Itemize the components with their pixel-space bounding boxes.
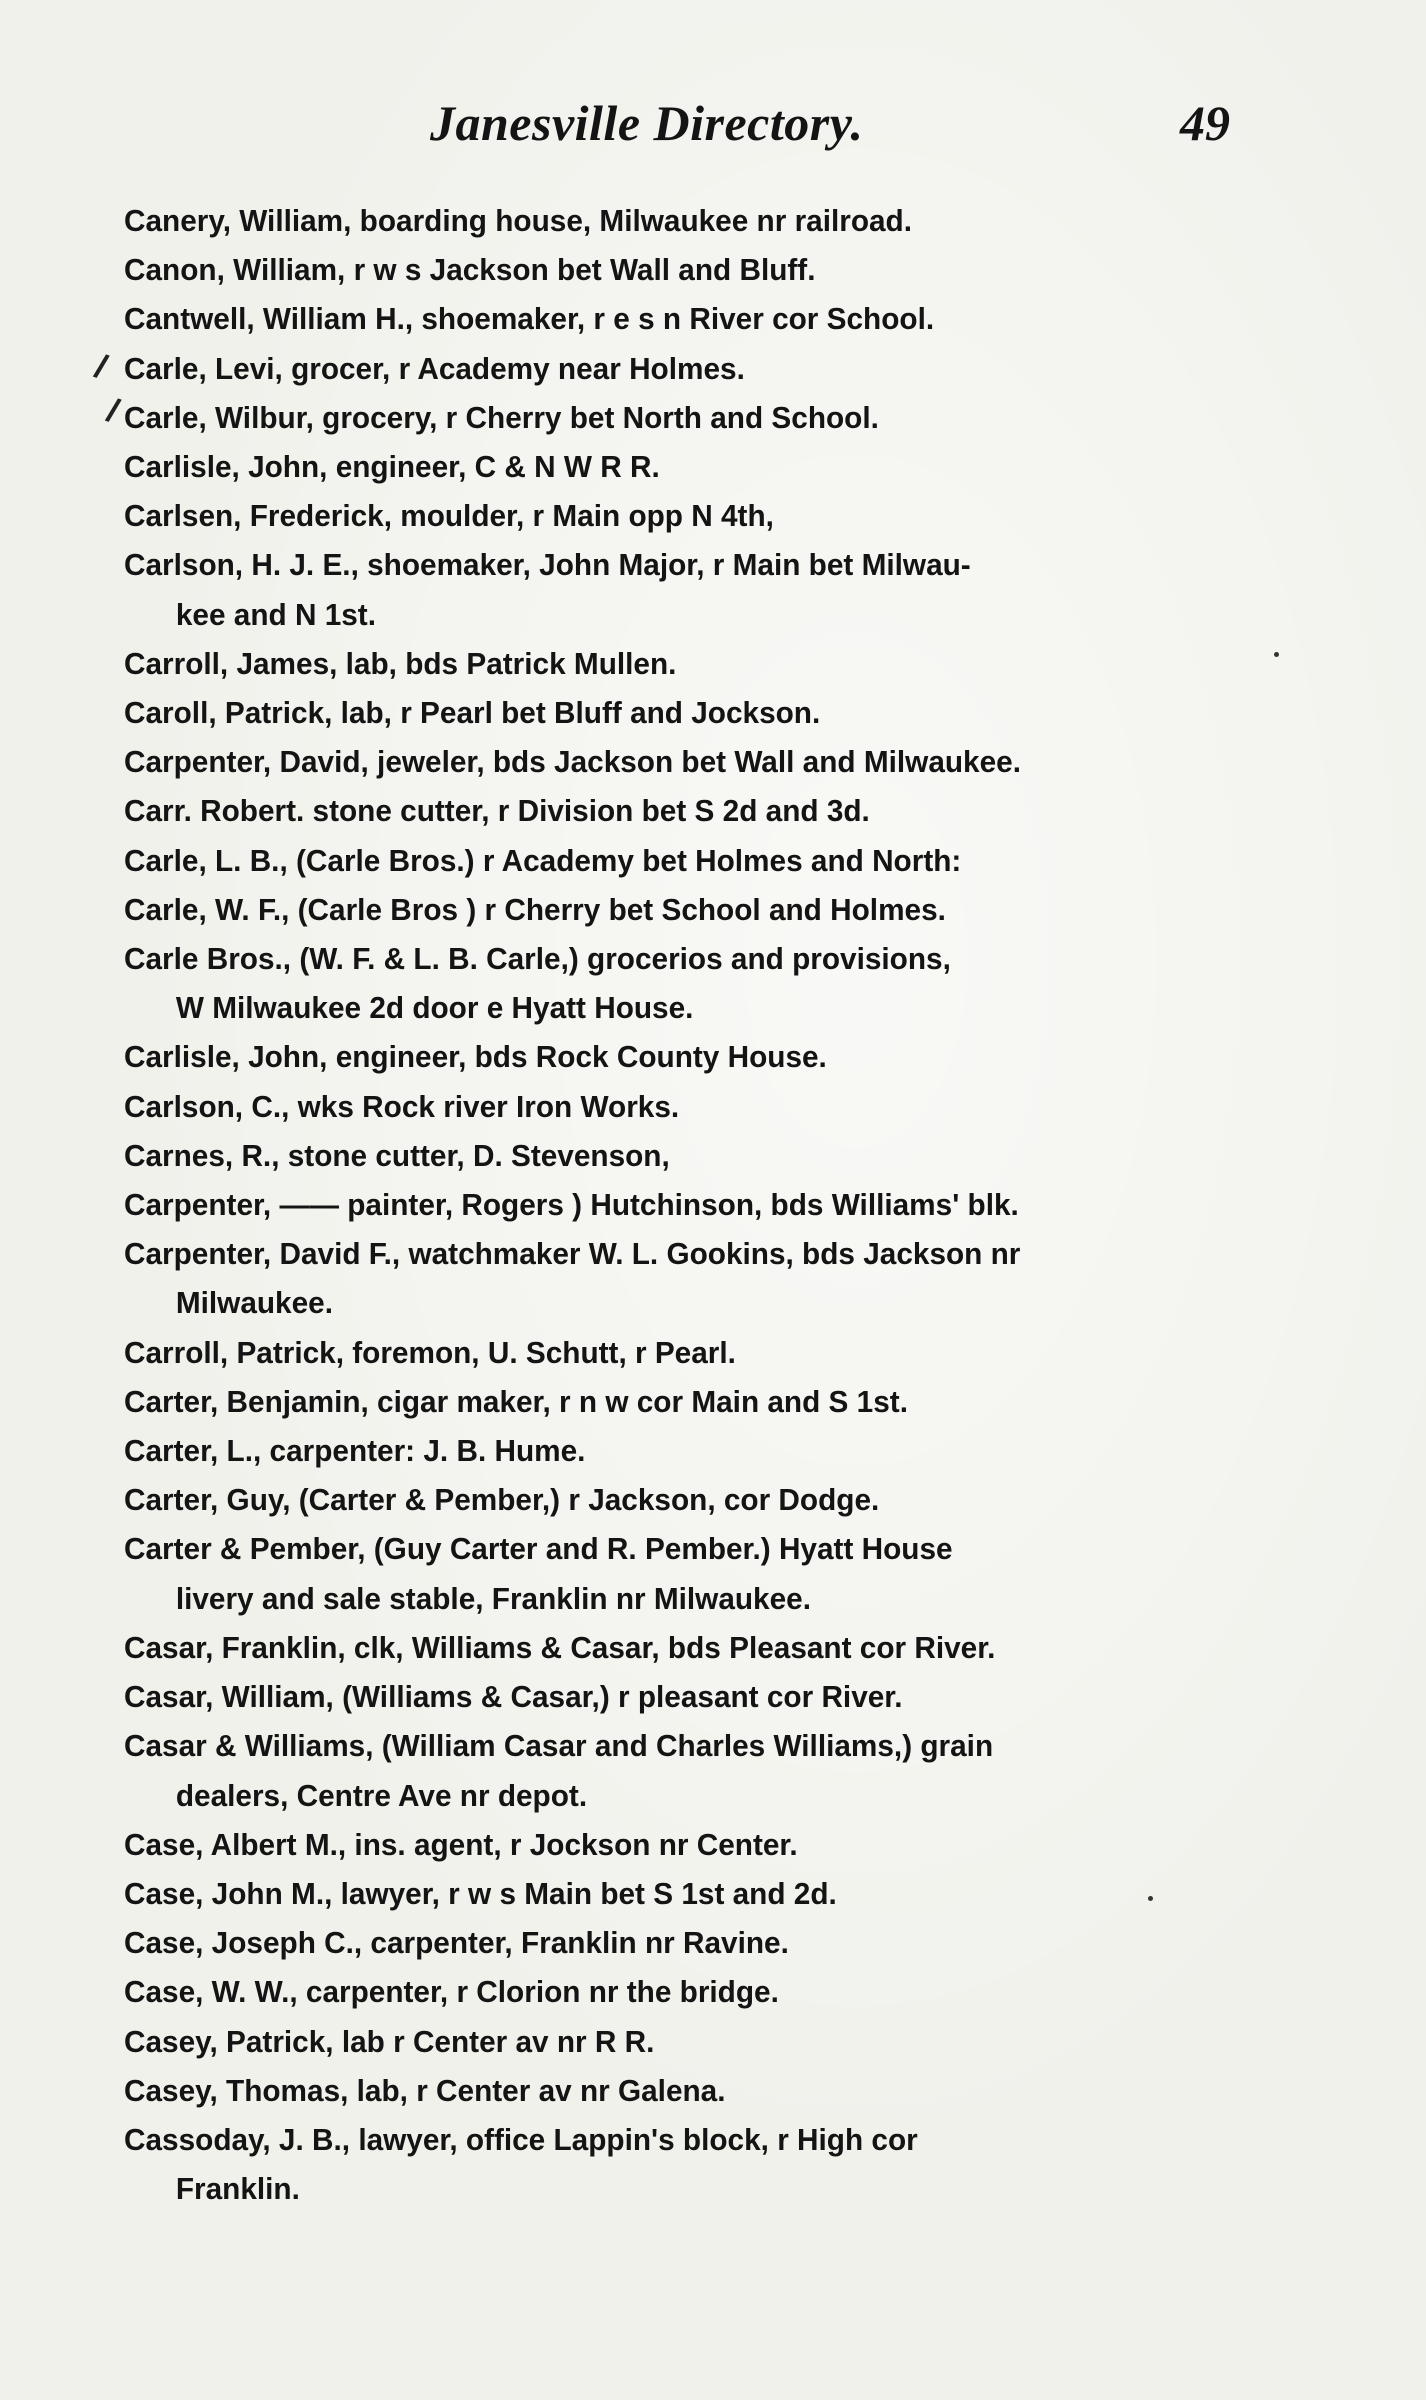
entry-text: Carter, L., carpenter: J. B. Hume. [124,1433,586,1469]
entry-text: Carter & Pember, (Guy Carter and R. Pember.) Hyatt House [124,1531,953,1567]
entry-text: Carle Bros., (W. F. & L. B. Carle,) grocerios and provisions, [124,941,951,977]
directory-entry [124,2066,1228,2115]
entry-continuation: W Milwaukee 2d door e Hyatt House. [175,990,694,1026]
directory-entry [124,1426,1228,1475]
entry-text: Cantwell, William H., shoemaker, r e s n River cor School. [124,301,935,337]
directory-entry [124,1328,1228,1377]
directory-entry [124,442,1228,491]
margin-tick-mark: / [89,347,112,387]
directory-entry [124,1967,1228,2016]
directory-entry [124,393,1228,442]
entry-text: Carroll, James, lab, bds Patrick Mullen. [124,645,677,681]
directory-entry [124,1869,1228,1918]
directory-entry [124,1721,1228,1819]
entry-continuation: livery and sale stable, Franklin nr Milwaukee. [175,1580,811,1616]
entry-text: Casar & Williams, (William Casar and Charles Williams,) grain [124,1728,994,1764]
entry-text: Carlisle, John, engineer, C & N W R R. [124,449,660,485]
directory-entry [124,1918,1228,1967]
directory-entry [124,836,1228,885]
directory-entry [124,344,1228,393]
directory-entry [124,1131,1228,1180]
directory-entry [124,1524,1228,1622]
entry-text: Carpenter, —— painter, Rogers ) Hutchinson, bds Williams' blk. [124,1187,1019,1223]
entry-continuation: dealers, Centre Ave nr depot. [175,1777,588,1813]
entry-text: Canon, William, r w s Jackson bet Wall and Bluff. [124,252,816,288]
entry-text: Caroll, Patrick, lab, r Pearl bet Bluff and Jockson. [124,695,821,731]
directory-entry [124,1082,1228,1131]
directory-entry [124,737,1228,786]
entry-text: Case, John M., lawyer, r w s Main bet S 1st and 2d. [124,1875,837,1911]
directory-entry [124,934,1228,1032]
entry-text: Carle, W. F., (Carle Bros ) r Cherry bet School and Holmes. [124,891,946,927]
directory-entry [124,1623,1228,1672]
directory-entry [124,639,1228,688]
directory-entry [124,2115,1228,2213]
entry-text: Casey, Thomas, lab, r Center av nr Galena. [124,2072,726,2108]
entry-text: Carlsen, Frederick, moulder, r Main opp N 4th, [124,498,774,534]
directory-entry [124,196,1228,245]
entry-text: Carnes, R., stone cutter, D. Stevenson, [124,1137,670,1173]
directory-entry-list [124,196,1274,2213]
directory-entry [124,1820,1228,1869]
entry-continuation: Milwaukee. [175,1285,333,1321]
entry-text: Carter, Guy, (Carter & Pember,) r Jackson, cor Dodge. [124,1482,880,1518]
entry-text: Case, Joseph C., carpenter, Franklin nr Ravine. [124,1925,789,1961]
directory-entry [124,294,1228,343]
directory-entry [124,1377,1228,1426]
entry-text: Canery, William, boarding house, Milwaukee nr railroad. [124,203,913,238]
directory-entry [124,540,1228,638]
entry-text: Casey, Patrick, lab r Center av nr R R. [124,2023,655,2059]
directory-entry [124,1672,1228,1721]
directory-entry [124,885,1228,934]
directory-entry [124,786,1228,835]
margin-tick-mark: / [101,391,124,431]
entry-continuation: kee and N 1st. [175,596,376,632]
entry-text: Carr. Robert. stone cutter, r Division bet S 2d and 3d. [124,793,870,829]
directory-entry [124,2017,1228,2066]
entry-text: Carle, L. B., (Carle Bros.) r Academy bet Holmes and North: [124,842,962,878]
entry-text: Case, W. W., carpenter, r Clorion nr the bridge. [124,1974,779,2010]
ink-speck [1274,652,1279,657]
entry-text: Carpenter, David F., watchmaker W. L. Gookins, bds Jackson nr [124,1236,1021,1272]
directory-entry [124,491,1228,540]
directory-entry [124,1229,1228,1327]
entry-continuation: Franklin. [175,2171,300,2207]
entry-text: Casar, William, (Williams & Casar,) r pleasant cor River. [124,1679,903,1715]
entry-text: Carter, Benjamin, cigar maker, r n w cor Main and S 1st. [124,1383,908,1419]
directory-entry [124,688,1228,737]
entry-text: Case, Albert M., ins. agent, r Jockson nr Center. [124,1826,798,1862]
entry-text: Carroll, Patrick, foremon, U. Schutt, r Pearl. [124,1334,736,1370]
entry-text: Cassoday, J. B., lawyer, office Lappin's block, r High cor [124,2121,918,2157]
entry-text: Carpenter, David, jeweler, bds Jackson bet Wall and Milwaukee. [124,744,1021,780]
directory-entry [124,1180,1228,1229]
running-title: Janesville Directory. [430,95,864,151]
entry-text: Carlson, H. J. E., shoemaker, John Major, r Main bet Milwau- [124,547,971,583]
page-number: 49 [1180,95,1230,151]
directory-entry [124,1475,1228,1524]
entry-text: Carlson, C., wks Rock river Iron Works. [124,1088,680,1124]
entry-text: Casar, Franklin, clk, Williams & Casar, bds Pleasant cor River. [124,1629,996,1665]
entry-text: Carlisle, John, engineer, bds Rock County House. [124,1039,827,1075]
directory-entry [124,1032,1228,1081]
entry-text: Carle, Levi, grocer, r Academy near Holmes. [124,350,745,386]
entry-text: Carle, Wilbur, grocery, r Cherry bet North and School. [124,399,879,435]
directory-entry [124,245,1228,294]
page-header [0,94,1426,164]
